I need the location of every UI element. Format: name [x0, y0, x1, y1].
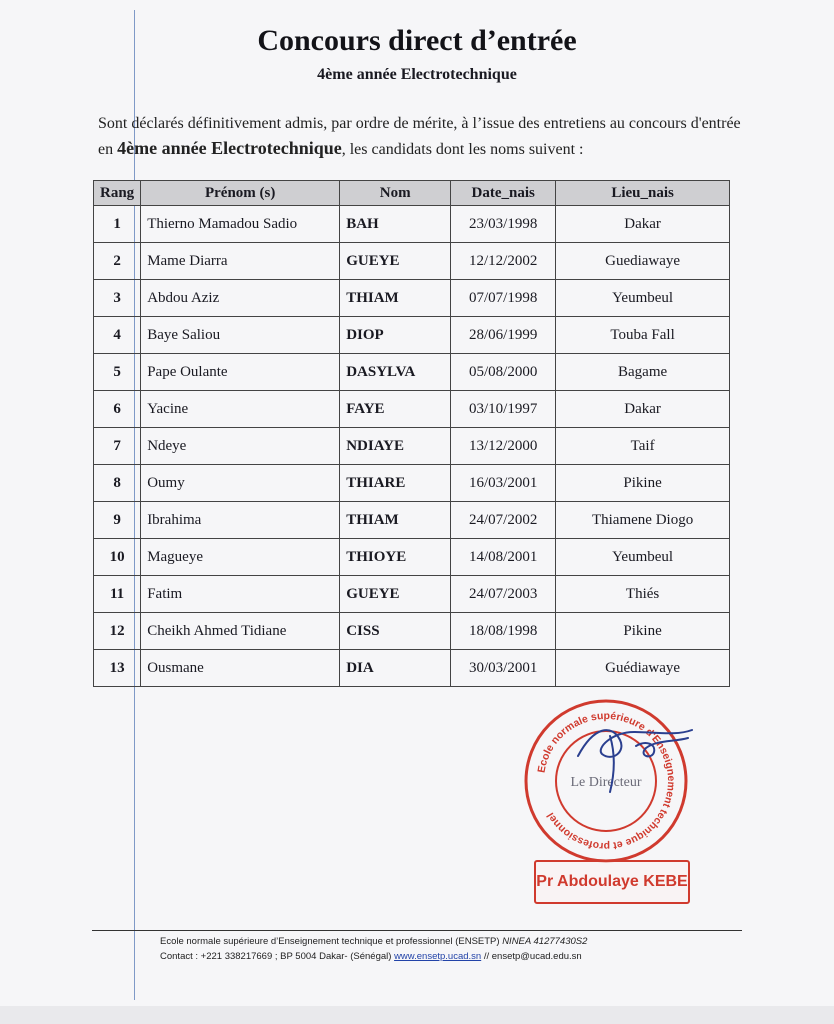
cell-nom: THIOYE [340, 539, 451, 576]
cell-nom: CISS [340, 613, 451, 650]
table-row [94, 576, 730, 613]
cell-nom: THIAM [340, 502, 451, 539]
stamp-inner-text: Le Directeur [570, 775, 642, 790]
cell-lieu: Bagame [556, 354, 730, 391]
cell-rang: 9 [94, 502, 141, 539]
cell-lieu: Pikine [556, 465, 730, 502]
cell-lieu: Touba Fall [556, 317, 730, 354]
cell-rang: 7 [94, 428, 141, 465]
director-name-stamp [534, 860, 690, 904]
cell-rang: 1 [94, 206, 141, 243]
cell-nom: FAYE [340, 391, 451, 428]
header-lieu: Lieu_nais [556, 181, 730, 206]
cell-date: 14/08/2001 [451, 539, 556, 576]
cell-date: 28/06/1999 [451, 317, 556, 354]
cell-rang: 8 [94, 465, 141, 502]
table-row [94, 502, 730, 539]
table-row [94, 206, 730, 243]
cell-nom: GUEYE [340, 576, 451, 613]
intro-emphasis: 4ème année Electrotechnique [117, 138, 342, 158]
cell-lieu: Thiés [556, 576, 730, 613]
cell-prenom: Abdou Aziz [141, 280, 340, 317]
table-row [94, 613, 730, 650]
cell-lieu: Thiamene Diogo [556, 502, 730, 539]
cell-prenom: Ibrahima [141, 502, 340, 539]
footer-line-2 [160, 949, 740, 964]
cell-lieu: Pikine [556, 613, 730, 650]
cell-lieu: Yeumbeul [556, 280, 730, 317]
footer-line-1 [160, 934, 740, 949]
official-stamp [516, 696, 696, 866]
cell-prenom: Magueye [141, 539, 340, 576]
cell-prenom: Fatim [141, 576, 340, 613]
intro-paragraph [98, 112, 758, 162]
cell-rang: 13 [94, 650, 141, 687]
cell-lieu: Dakar [556, 206, 730, 243]
footer-contact: Contact : +221 338217669 ; BP 5004 Dakar- (Sénégal) [160, 951, 395, 962]
cell-prenom: Mame Diarra [141, 243, 340, 280]
table-row [94, 243, 730, 280]
cell-nom: THIARE [340, 465, 451, 502]
cell-prenom: Cheikh Ahmed Tidiane [141, 613, 340, 650]
header-nom: Nom [340, 181, 451, 206]
document-title: Concours direct d’entrée [257, 24, 577, 57]
intro-text-1: Sont déclarés définitivement admis, par ordre de mérite, à l’issue des entretiens au concours d'entrée en [98, 115, 741, 158]
cell-lieu: Yeumbeul [556, 539, 730, 576]
table-row [94, 317, 730, 354]
cell-nom: DASYLVA [340, 354, 451, 391]
table-row [94, 280, 730, 317]
table-row [94, 354, 730, 391]
table-row [94, 539, 730, 576]
cell-nom: THIAM [340, 280, 451, 317]
cell-prenom: Thierno Mamadou Sadio [141, 206, 340, 243]
cell-date: 18/08/1998 [451, 613, 556, 650]
table-row [94, 391, 730, 428]
cell-date: 30/03/2001 [451, 650, 556, 687]
intro-text-2: , les candidats dont les noms suivent : [341, 141, 584, 158]
footer-institution: Ecole normale supérieure d’Enseignement technique et professionnel (ENSETP) [160, 936, 503, 947]
cell-lieu: Guédiawaye [556, 650, 730, 687]
document-subtitle: 4ème année Electrotechnique [317, 66, 517, 83]
cell-date: 05/08/2000 [451, 354, 556, 391]
header-rang: Rang [94, 181, 141, 206]
cell-rang: 6 [94, 391, 141, 428]
stamp-ring-text: Ecole normale supérieure d'Enseignement technique et professionnel [535, 709, 678, 853]
cell-rang: 10 [94, 539, 141, 576]
cell-rang: 3 [94, 280, 141, 317]
cell-nom: DIA [340, 650, 451, 687]
cell-rang: 2 [94, 243, 141, 280]
cell-rang: 4 [94, 317, 141, 354]
cell-lieu: Dakar [556, 391, 730, 428]
footer-email: // ensetp@ucad.edu.sn [481, 951, 582, 962]
cell-nom: BAH [340, 206, 451, 243]
cell-lieu: Guediawaye [556, 243, 730, 280]
cell-date: 07/07/1998 [451, 280, 556, 317]
cell-prenom: Ousmane [141, 650, 340, 687]
table-header-row [94, 181, 730, 206]
table-row [94, 465, 730, 502]
cell-date: 13/12/2000 [451, 428, 556, 465]
cell-rang: 5 [94, 354, 141, 391]
header-date: Date_nais [451, 181, 556, 206]
cell-prenom: Ndeye [141, 428, 340, 465]
cell-date: 12/12/2002 [451, 243, 556, 280]
table-row [94, 650, 730, 687]
footer-divider [92, 930, 742, 931]
footer-ninea: NINEA 41277430S2 [502, 936, 588, 947]
cell-date: 03/10/1997 [451, 391, 556, 428]
cell-prenom: Oumy [141, 465, 340, 502]
cell-lieu: Taif [556, 428, 730, 465]
footer-website-link[interactable]: www.ensetp.ucad.sn [394, 951, 482, 962]
footer [160, 934, 740, 964]
table-row [94, 428, 730, 465]
cell-prenom: Baye Saliou [141, 317, 340, 354]
cell-nom: NDIAYE [340, 428, 451, 465]
cell-nom: DIOP [340, 317, 451, 354]
cell-rang: 11 [94, 576, 141, 613]
admitted-candidates-table [93, 180, 730, 687]
director-name: Pr Abdoulaye KEBE [536, 873, 688, 890]
cell-rang: 12 [94, 613, 141, 650]
cell-nom: GUEYE [340, 243, 451, 280]
cell-date: 16/03/2001 [451, 465, 556, 502]
cell-date: 24/07/2002 [451, 502, 556, 539]
header-prenom: Prénom (s) [141, 181, 340, 206]
cell-prenom: Pape Oulante [141, 354, 340, 391]
cell-date: 24/07/2003 [451, 576, 556, 613]
cell-prenom: Yacine [141, 391, 340, 428]
cell-date: 23/03/1998 [451, 206, 556, 243]
